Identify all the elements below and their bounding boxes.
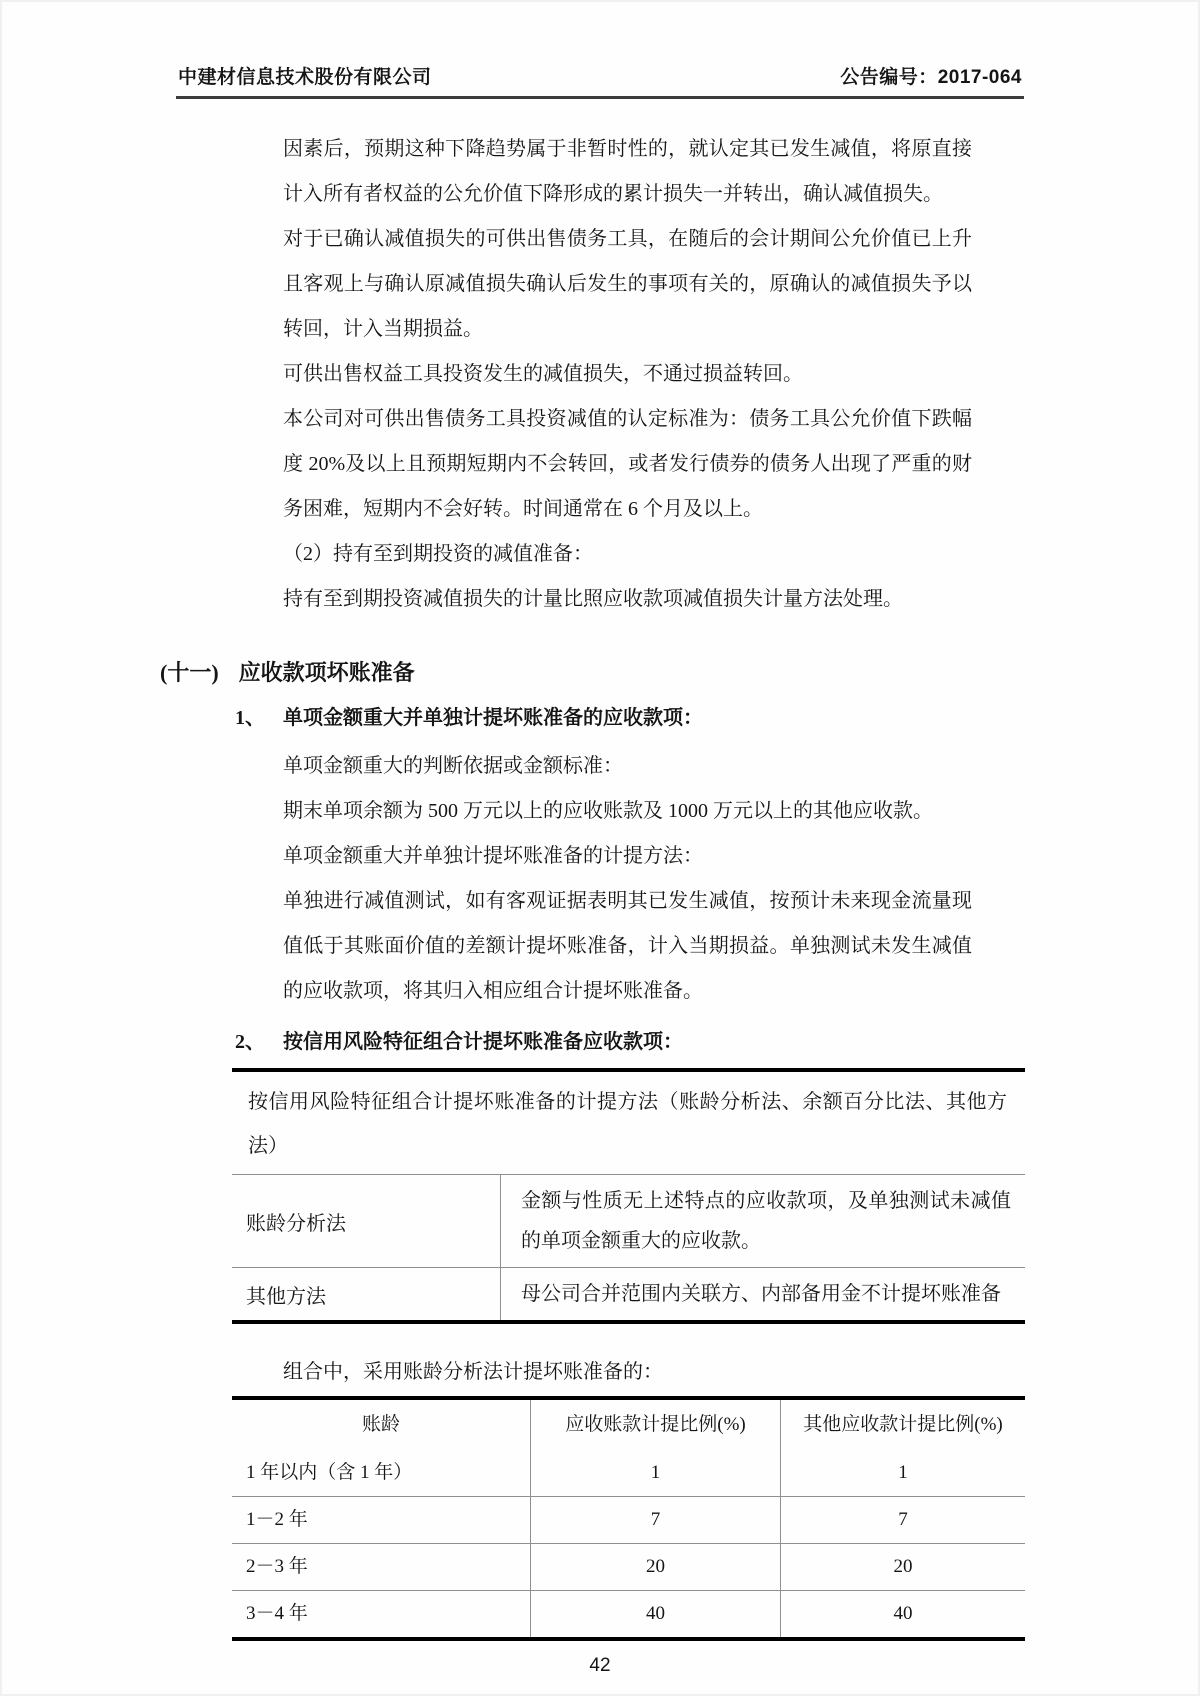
aging-table-body (232, 1450, 1025, 1637)
aging-cell-other-ratio: 1 (780, 1450, 1025, 1496)
aging-cell-receivable-ratio: 20 (530, 1544, 780, 1590)
aging-cell-other-ratio: 40 (780, 1591, 1025, 1637)
item2-heading (235, 1022, 972, 1062)
aging-row (232, 1496, 1025, 1543)
method-table-rows (232, 1174, 1025, 1320)
company-name: 中建材信息技术股份有限公司 (178, 67, 432, 88)
item-title: 按信用风险特征组合计提坏账准备应收款项： (283, 1031, 683, 1053)
aging-row (232, 1590, 1025, 1637)
paragraph: 单独进行减值测试，如有客观证据表明其已发生减值，按预计未来现金流量现值低于其账面价值的差额计提坏账准备，计入当期损益。单独测试未发生减值的应收款项，将其归入相应组合计提坏账准备。 (283, 890, 972, 1002)
method-description-cell: 金额与性质无上述特点的应收款项，及单独测试未减值的单项金额重大的应收款。 (500, 1175, 1025, 1267)
aging-cell-receivable-ratio: 1 (530, 1450, 780, 1496)
aging-row (232, 1450, 1025, 1496)
aging-cell-age: 1－2 年 (246, 1509, 308, 1530)
item-title: 单项金额重大并单独计提坏账准备的应收款项： (283, 707, 703, 729)
aging-header-row (232, 1400, 1025, 1450)
aging-cell-age: 3－4 年 (246, 1603, 308, 1624)
paragraph: 期末单项余额为 500 万元以上的应收账款及 1000 万元以上的其他应收款。 (283, 800, 933, 822)
aging-header-cell: 账龄 (361, 1414, 400, 1435)
method-row (232, 1267, 1025, 1320)
method-table (232, 1068, 1025, 1324)
aging-header-cell: 其他应收款计提比例(%) (780, 1400, 1025, 1450)
method-table-intro: 按信用风险特征组合计提坏账准备的计提方法（账龄分析法、余额百分比法、其他方法） (248, 1091, 1007, 1157)
method-name-cell: 其他方法 (246, 1285, 326, 1308)
aging-cell-receivable-ratio: 40 (530, 1591, 780, 1637)
method-description-cell: 母公司合并范围内关联方、内部备用金不计提坏账准备 (500, 1268, 1025, 1320)
method-row (232, 1174, 1025, 1267)
paragraph: 可供出售权益工具投资发生的减值损失，不通过损益转回。 (283, 363, 803, 385)
page-footer (0, 1655, 1200, 1677)
aging-row (232, 1543, 1025, 1590)
aging-cell-other-ratio: 20 (780, 1544, 1025, 1590)
item-number: 1、 (235, 707, 265, 729)
method-name-cell: 账龄分析法 (246, 1212, 346, 1235)
announcement-number: 公告编号：2017-064 (840, 67, 1022, 88)
section-number: (十一) (160, 660, 219, 685)
page-number: 42 (589, 1655, 611, 1676)
paragraph: 对于已确认减值损失的可供出售债务工具，在随后的会计期间公允价值已上升且客观上与确认原减值损失确认后发生的事项有关的，原确认的减值损失予以转回，计入当期损益。 (283, 228, 972, 340)
item1-heading (235, 698, 972, 738)
item1-paragraphs (283, 744, 972, 1014)
section-heading (160, 656, 972, 690)
aging-cell-age: 2－3 年 (246, 1556, 308, 1577)
paragraph: 单项金额重大的判断依据或金额标准： (283, 755, 623, 777)
paragraph: 因素后，预期这种下降趋势属于非暂时性的，就认定其已发生减值，将原直接计入所有者权益的公允价值下降形成的累计损失一并转出，确认减值损失。 (283, 138, 972, 205)
aging-header-cell: 应收账款计提比例(%) (530, 1400, 780, 1450)
intro-paragraphs (283, 127, 972, 622)
paragraph: 本公司对可供出售债务工具投资减值的认定标准为：债务工具公允价值下跌幅度 20%及以上且预期短期内不会转回，或者发行债券的债务人出现了严重的财务困难，短期内不会好转。时间通常在 6 个月及以上。 (283, 408, 972, 520)
paragraph: 持有至到期投资减值损失的计量比照应收款项减值损失计量方法处理。 (283, 588, 903, 610)
aging-table (232, 1396, 1025, 1641)
page-header (176, 0, 1024, 99)
paragraph: （2）持有至到期投资的减值准备： (283, 543, 593, 565)
paragraph: 单项金额重大并单独计提坏账准备的计提方法： (283, 845, 703, 867)
aging-cell-other-ratio: 7 (780, 1497, 1025, 1543)
aging-cell-receivable-ratio: 7 (530, 1497, 780, 1543)
aging-cell-age: 1 年以内（含 1 年） (246, 1462, 413, 1483)
item-number: 2、 (235, 1031, 265, 1053)
aging-intro: 组合中，采用账龄分析法计提坏账准备的： (283, 1361, 663, 1383)
section-title: 应收款项坏账准备 (238, 660, 415, 685)
